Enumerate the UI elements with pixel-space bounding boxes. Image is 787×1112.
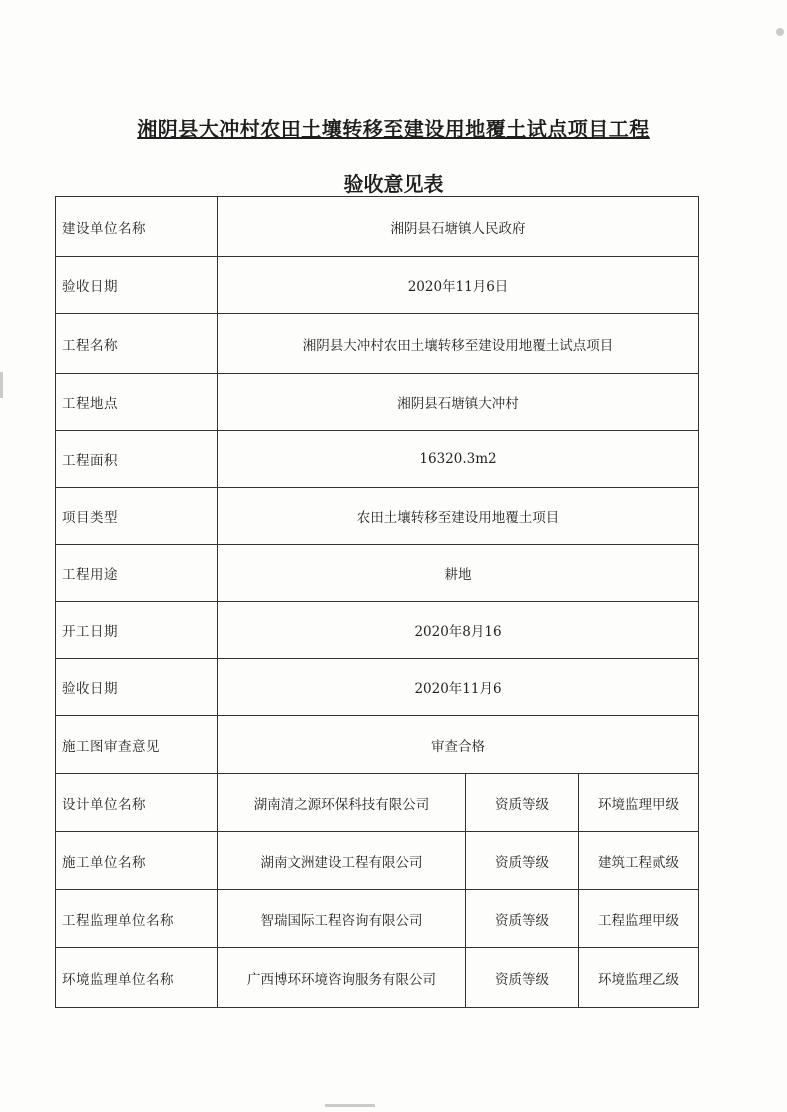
qualification-label: 资质等级 xyxy=(466,948,579,1008)
qualification-label: 资质等级 xyxy=(466,774,579,832)
row-label: 工程名称 xyxy=(56,314,218,374)
acceptance-form-table xyxy=(55,196,699,1008)
table-row xyxy=(56,602,699,659)
unit-row xyxy=(56,832,699,890)
row-value: 湘阴县石塘镇大冲村 xyxy=(218,374,699,431)
row-value: 16320.3m2 xyxy=(218,431,699,488)
row-value: 湘阴县大冲村农田土壤转移至建设用地覆土试点项目 xyxy=(218,314,699,374)
scan-bottom-mark xyxy=(325,1104,375,1107)
unit-label: 施工单位名称 xyxy=(56,832,218,890)
row-label: 工程地点 xyxy=(56,374,218,431)
row-label: 开工日期 xyxy=(56,602,218,659)
scan-edge-mark xyxy=(0,372,3,398)
row-value: 耕地 xyxy=(218,545,699,602)
table-row xyxy=(56,314,699,374)
row-value: 湘阴县石塘镇人民政府 xyxy=(218,197,699,257)
row-value: 2020年11月6 xyxy=(218,659,699,716)
table-row xyxy=(56,659,699,716)
table-row xyxy=(56,545,699,602)
row-label: 工程面积 xyxy=(56,431,218,488)
unit-name: 湖南清之源环保科技有限公司 xyxy=(218,774,466,832)
row-label: 验收日期 xyxy=(56,257,218,314)
unit-name: 广西博环环境咨询服务有限公司 xyxy=(218,948,466,1008)
document-title: 湘阴县大冲村农田土壤转移至建设用地覆土试点项目工程 xyxy=(137,117,650,141)
table-row xyxy=(56,257,699,314)
table-row xyxy=(56,716,699,774)
unit-row xyxy=(56,774,699,832)
qualification-value: 建筑工程贰级 xyxy=(579,832,699,890)
table-row xyxy=(56,431,699,488)
unit-row xyxy=(56,890,699,948)
row-value: 2020年11月6日 xyxy=(218,257,699,314)
unit-row xyxy=(56,948,699,1008)
table-row xyxy=(56,197,699,257)
unit-label: 环境监理单位名称 xyxy=(56,948,218,1008)
row-label: 建设单位名称 xyxy=(56,197,218,257)
unit-name: 湖南文洲建设工程有限公司 xyxy=(218,832,466,890)
row-value: 农田土壤转移至建设用地覆土项目 xyxy=(218,488,699,545)
unit-name: 智瑞国际工程咨询有限公司 xyxy=(218,890,466,948)
row-value: 2020年8月16 xyxy=(218,602,699,659)
qualification-value: 工程监理甲级 xyxy=(579,890,699,948)
table-row xyxy=(56,488,699,545)
row-label: 施工图审查意见 xyxy=(56,716,218,774)
qualification-value: 环境监理乙级 xyxy=(579,948,699,1008)
qualification-label: 资质等级 xyxy=(466,832,579,890)
document-subtitle: 验收意见表 xyxy=(343,172,444,196)
row-label: 项目类型 xyxy=(56,488,218,545)
qualification-value: 环境监理甲级 xyxy=(579,774,699,832)
row-value: 审查合格 xyxy=(218,716,699,774)
unit-label: 设计单位名称 xyxy=(56,774,218,832)
qualification-label: 资质等级 xyxy=(466,890,579,948)
table-row xyxy=(56,374,699,431)
row-label: 验收日期 xyxy=(56,659,218,716)
unit-label: 工程监理单位名称 xyxy=(56,890,218,948)
scan-dot xyxy=(776,28,784,36)
row-label: 工程用途 xyxy=(56,545,218,602)
